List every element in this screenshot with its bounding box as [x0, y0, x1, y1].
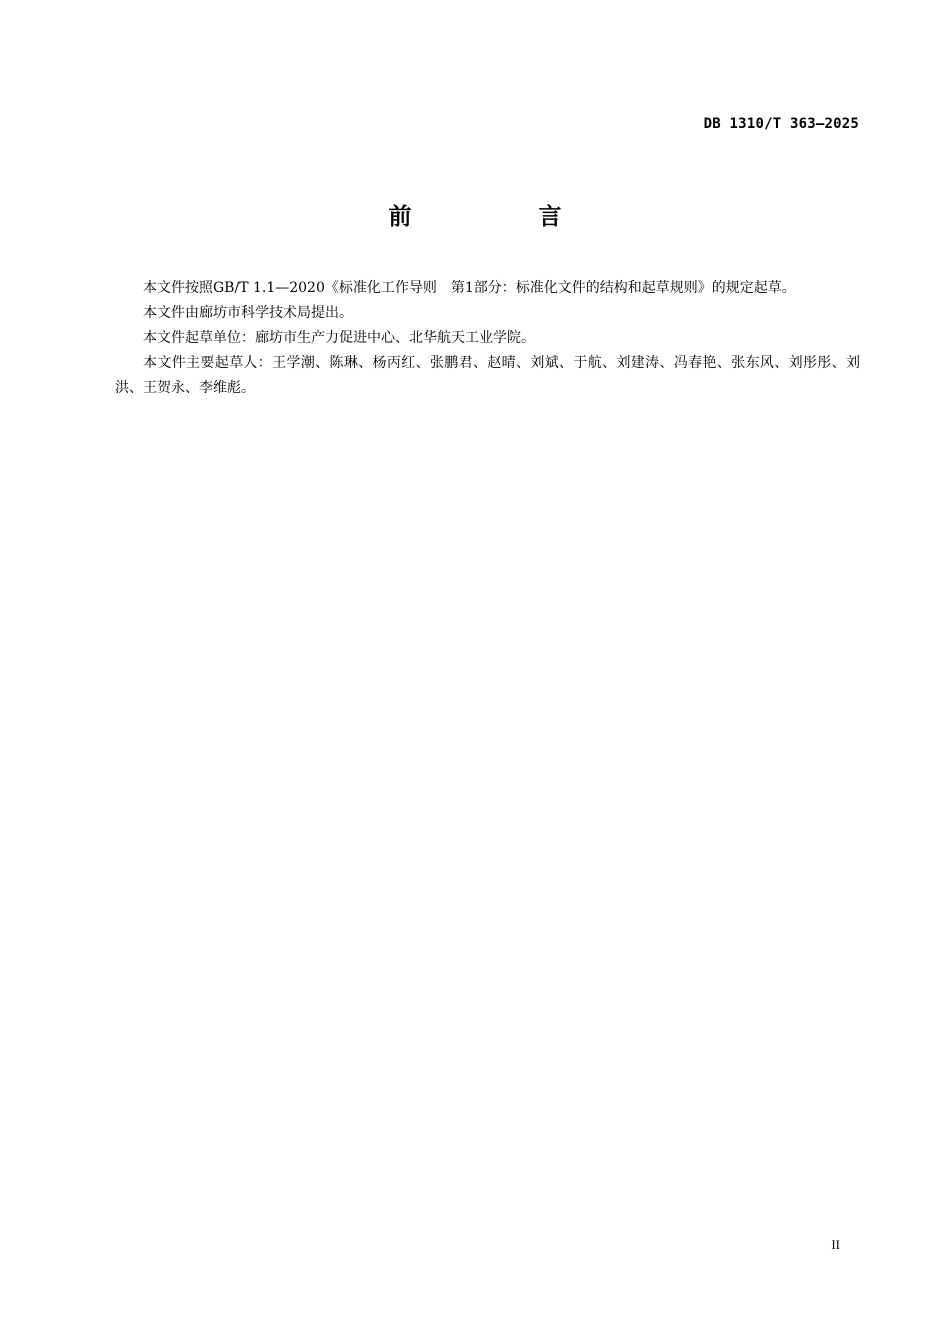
paragraph-drafting-units: 本文件起草单位：廊坊市生产力促进中心、北华航天工业学院。 — [143, 330, 535, 346]
page-title: 前 言 — [388, 204, 614, 230]
page-number: II — [831, 1237, 840, 1252]
foreword-body — [115, 276, 860, 401]
paragraph-drafting-rules: 本文件按照GB/T 1.1—2020《标准化工作导则 第1部分：标准化文件的结构和起草规则》的规定起草。 — [143, 280, 796, 296]
document-code: DB 1310/T 363—2025 — [703, 116, 859, 132]
paragraph-drafters: 本文件主要起草人：王学潮、陈琳、杨丙红、张鹏君、赵晴、刘斌、于航、刘建涛、冯春艳、张东风、刘彤彤、刘洪、王贺永、李维彪。 — [115, 355, 860, 396]
paragraph-proposer: 本文件由廊坊市科学技术局提出。 — [143, 305, 353, 321]
